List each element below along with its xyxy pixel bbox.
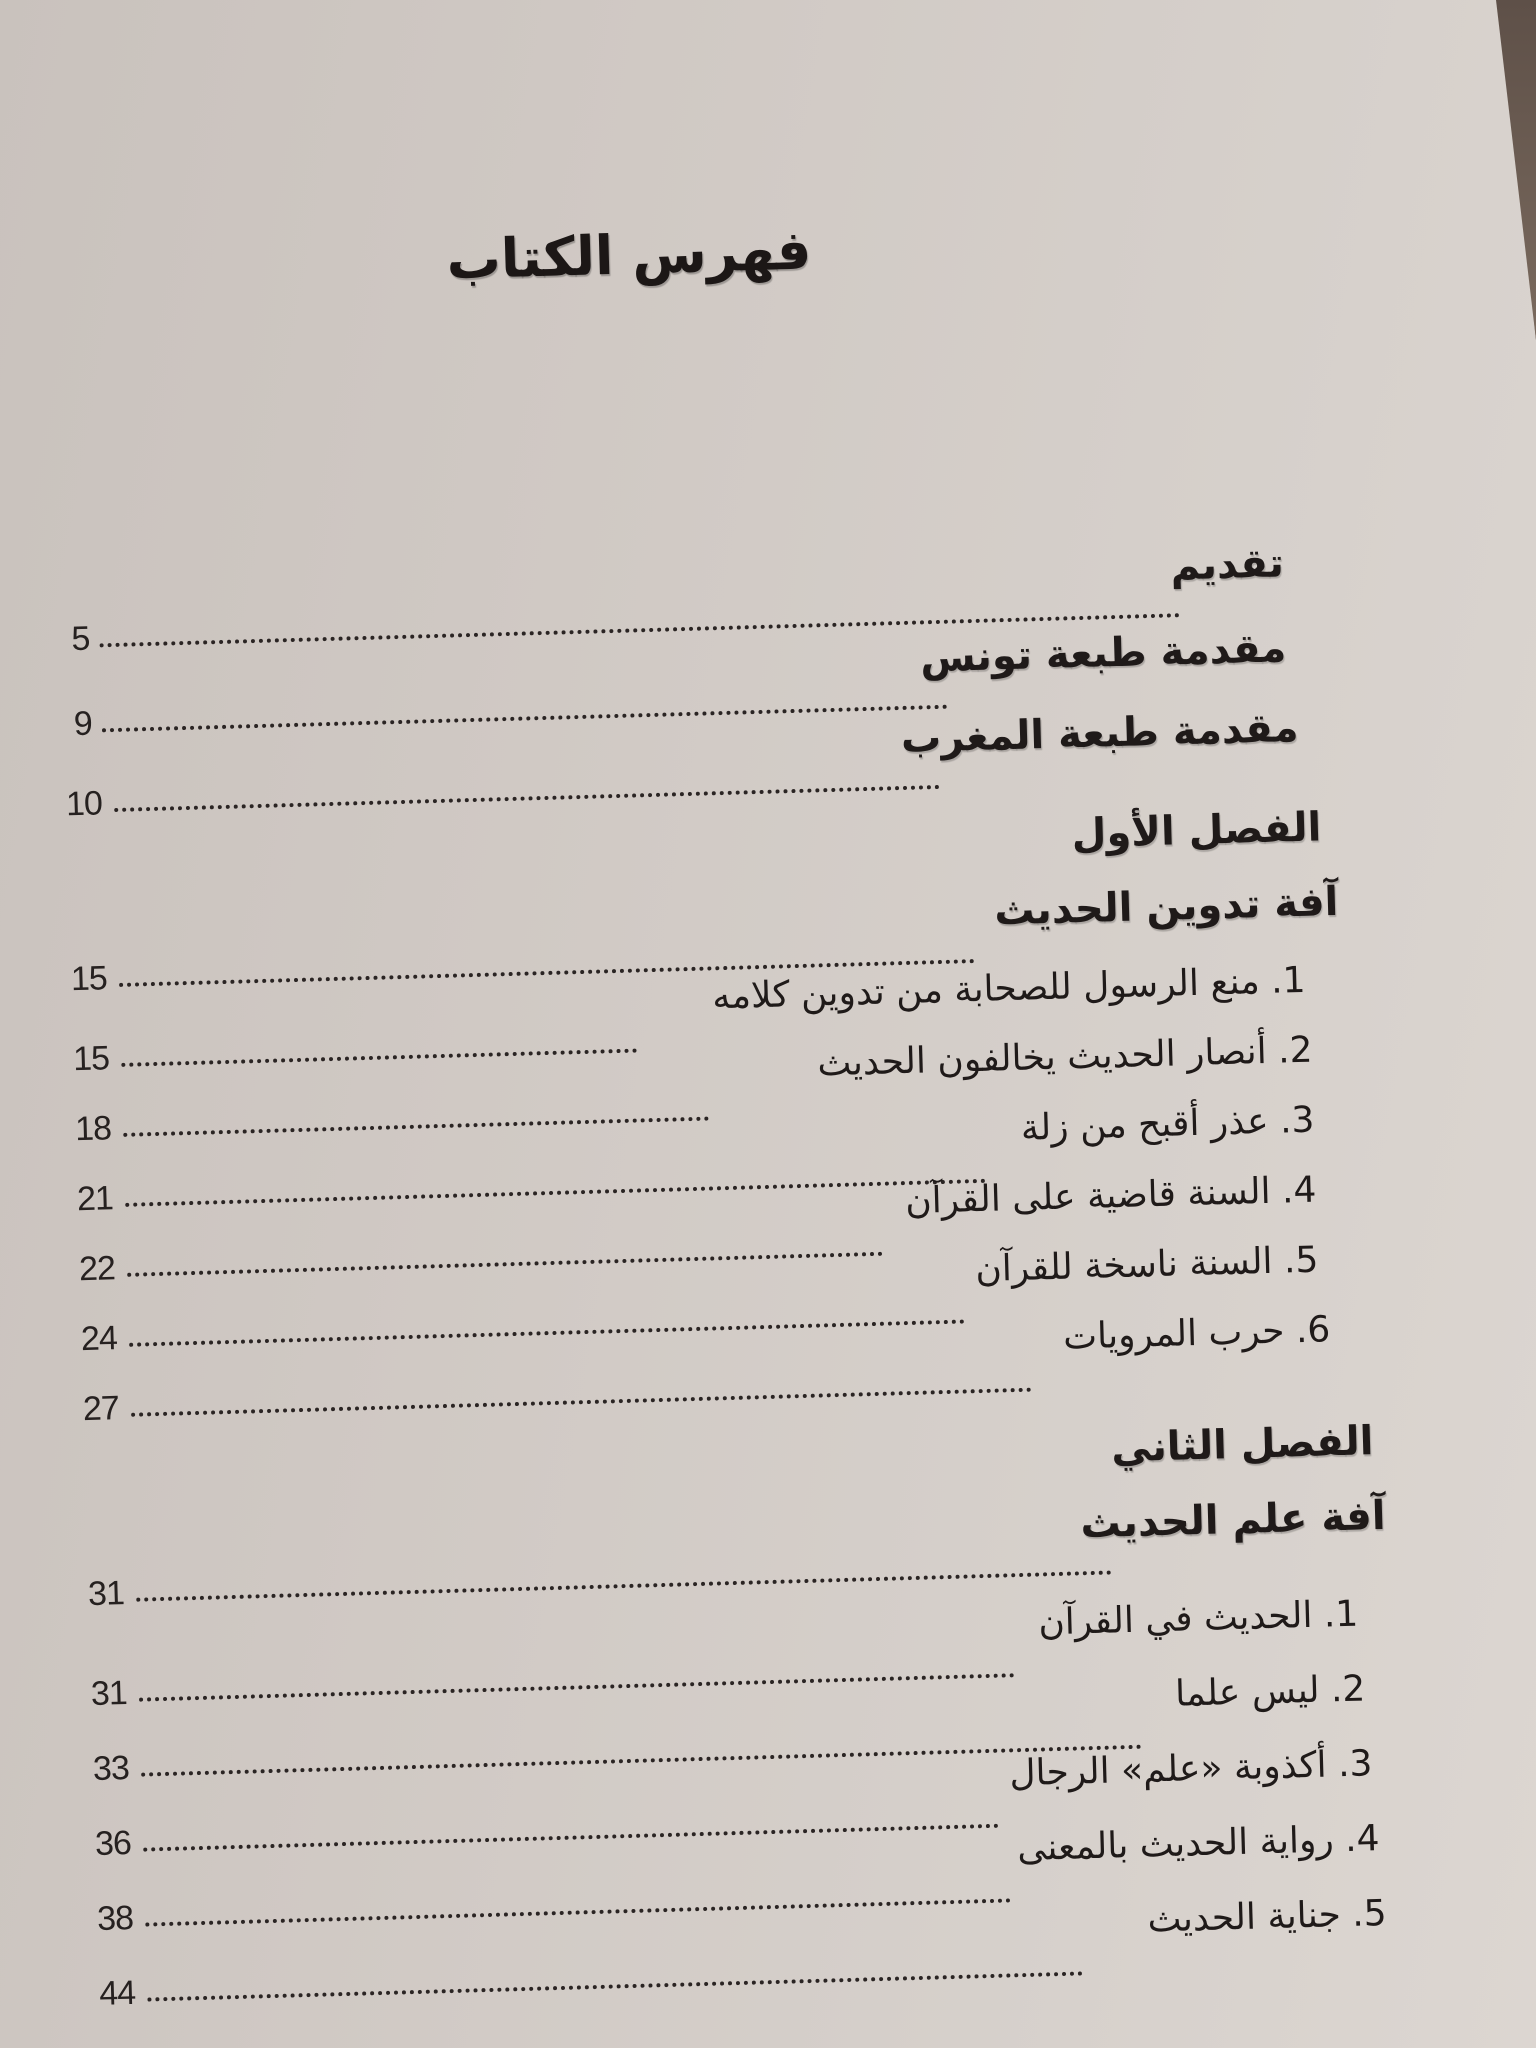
- page-number: 18: [74, 1109, 112, 1149]
- dotted-leader: [131, 1388, 1032, 1417]
- section-label: 1. الحديث في القرآن: [1037, 1593, 1359, 1644]
- page-number: 33: [92, 1749, 130, 1788]
- section-label: 2. ليس علما: [1174, 1668, 1366, 1715]
- toc-entry-label: مقدمة طبعة تونس: [919, 625, 1287, 682]
- page-number: 21: [76, 1179, 114, 1219]
- section-label: 4. رواية الحديث بالمعنى: [1016, 1818, 1381, 1870]
- page-number: 36: [94, 1823, 132, 1863]
- dotted-leader: [114, 785, 940, 812]
- page-number: 38: [96, 1898, 134, 1938]
- toc-entry-label: مقدمة طبعة المغرب: [900, 704, 1300, 763]
- page-number: 15: [72, 1039, 110, 1079]
- page-number: 27: [82, 1389, 120, 1429]
- section-label: 3. عذر أقبح من زلة: [1020, 1099, 1315, 1149]
- page-number: 44: [98, 1973, 136, 2013]
- page-number: 22: [78, 1249, 116, 1289]
- page-number: 31: [90, 1674, 128, 1714]
- chapter-title: آفة علم الحديث: [1079, 1492, 1387, 1548]
- section-label: 1. منع الرسول للصحابة من تدوين كلامه: [711, 959, 1307, 1018]
- page-number: 9: [73, 704, 93, 744]
- page-number: 24: [80, 1319, 118, 1359]
- page-number: 5: [70, 619, 90, 659]
- section-label: 5. جناية الحديث: [1146, 1892, 1388, 1941]
- page-number: 10: [65, 784, 103, 824]
- page-number: 15: [70, 959, 108, 999]
- section-label: 2. أنصار الحديث يخالفون الحديث: [816, 1029, 1313, 1085]
- chapter-label: الفصل الثاني: [1110, 1418, 1374, 1472]
- chapter-title: آفة تدوين الحديث: [993, 878, 1339, 935]
- chapter-label: الفصل الأول: [1071, 804, 1322, 858]
- page-number: 31: [87, 1574, 125, 1614]
- page-title: فهرس الكتاب: [445, 218, 813, 292]
- section-label: 6. حرب المرويات: [1062, 1309, 1331, 1358]
- dotted-leader: [136, 1570, 1112, 1601]
- section-label: 5. السنة ناسخة للقرآن: [974, 1239, 1319, 1291]
- toc-entry-label: تقديم: [1169, 540, 1285, 590]
- dotted-leader: [147, 1971, 1083, 2001]
- section-label: 3. أكذوبة «علم» الرجال: [1008, 1743, 1373, 1795]
- section-label: 4. السنة قاضية على القرآن: [904, 1169, 1317, 1223]
